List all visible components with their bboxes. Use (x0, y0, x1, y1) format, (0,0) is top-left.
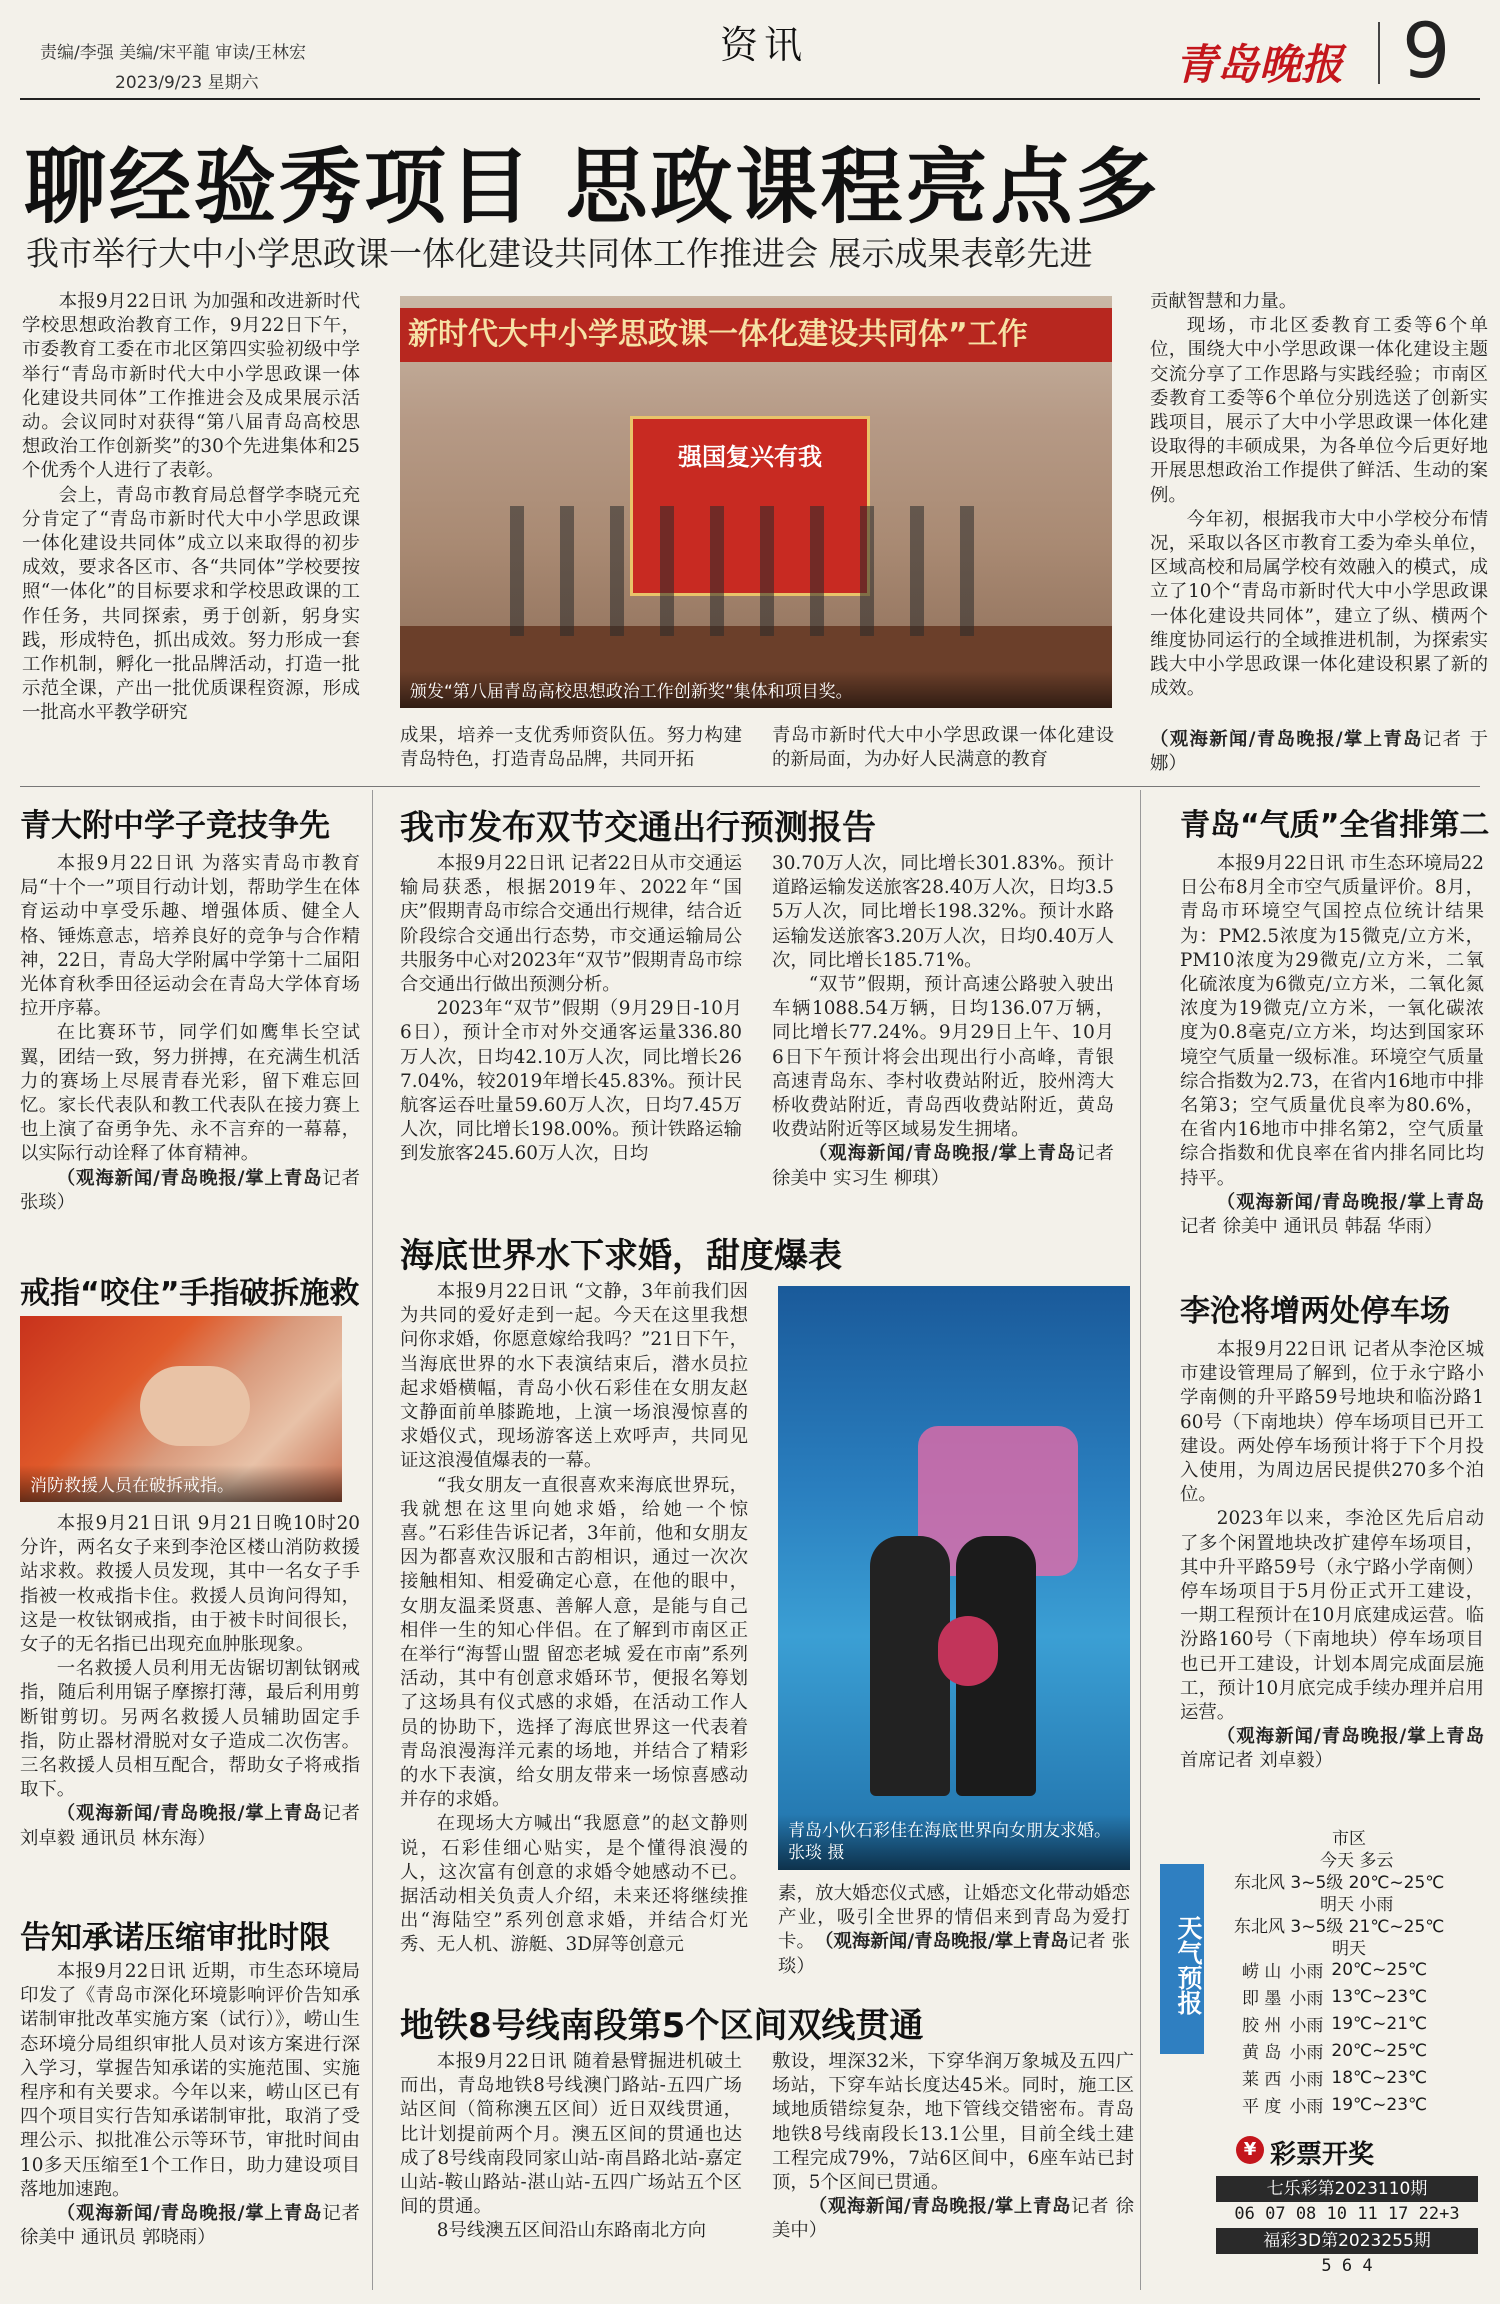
lottery-qlc-numbers: 06 07 08 10 11 17 22+3 (1234, 2204, 1460, 2224)
proposal-body: 本报9月22日讯 “文静，3年前我们因为共同的爱好走到一起。今天在这里我想问你求婚，你愿意嫁给我吗？”21日下午，当海底世界的水下表演结束后，潜水员拉起求婚横幅，青岛小伙石彩佳在女朋友赵文静面前单膝跪地，上演一场浪漫惊喜的求婚仪式，现场游客送上欢呼声，共同见证这浪漫值爆表的一幕。 “我女朋友一直很喜欢来海底世界玩，我就想在这里向她求婚，给她一个惊喜。”石彩佳告诉记者，3年前，他和女朋友因为都喜欢汉服和古韵相识，通过一次次接触相知、相爱确定心意，在他的眼中，女朋友温柔贤惠、善解人意，是能与自己相伴一生的知心伴侣。在了解到市南区正在举行“海誓山盟 留恋老城 爱在市南”系列活动，其中有创意求婚环节，便报名筹划了这场具有仪式感的求婚，在活动工作人员的协助下，选择了海底世界这一代表着青岛浪漫海洋元素的场地，并结合了精彩的水下表演，给女朋友带来一场惊喜感动并存的求婚。 在现场大方喊出“我愿意”的赵文静则说，石彩佳细心贴实，是个懂得浪漫的人，这次富有创意的求婚令她感动不已。据活动相关负责人介绍，未来还将继续推出“海陆空”系列创意求婚，并结合灯光秀、无人机、游艇、3D屏等创意元 (400, 1281, 748, 1956)
weather-condition: 小雨 (1289, 2097, 1324, 2117)
ring-body: 本报9月21日讯 9月21日晚10时20分许，两名女子来到李沧区楼山消防救援站求救。救援人员发现，其中一名女子手指被一枚戒指卡住。救援人员询问得知，这是一枚钛钢戒指，由于被卡时间很长，女子的无名指已出现充血肿胀现象。 一名救援人员利用无齿锯切割钛钢戒指，随后利用锯子摩擦打薄，最后利用剪断钳剪切。另两名救援人员辅助固定手指，防止器材滑脱对女子造成二次伤害。三名救援人员相互配合，帮助女子将戒指取下。 （观海新闻/青岛晚报/掌上青岛记者 刘卓毅 通讯员 林东海） (20, 1513, 360, 1849)
weather-row (1238, 1983, 1431, 2010)
weather-temp: 19℃~23℃ (1331, 2094, 1428, 2115)
air-body: 本报9月22日讯 市生态环境局22日公布8月全市空气质量评价。8月，青岛市环境空气国控点位统计结果为：PM2.5浓度为15微克/立方米，PM10浓度为29微克/立方米，二氧化硫浓度为6微克/立方米，二氧化氮浓度为19微克/立方米，一氧化碳浓度为0.8毫克/立方米，均达到国家环境空气质量一级标准。环境空气质量综合指数为2.73，在省内16地市中排名第3；空气质量优良率为80.6%，在省内16地市中排名第2，空气质量综合指数和优良率在省内排名同比均持平。 （观海新闻/青岛晚报/掌上青岛记者 徐美中 通讯员 韩磊 华雨） (1180, 853, 1484, 1238)
weather-tomorrow-detail: 东北风 3~5级 21℃~25℃ (1234, 1917, 1445, 1937)
weather-temp: 18℃~23℃ (1331, 2067, 1428, 2088)
lead-bottom-rule (20, 786, 1480, 787)
weather-today: 今天 多云 (1320, 1851, 1394, 1871)
weather-district: 崂 山 (1242, 1962, 1282, 1982)
lottery-box (1200, 2130, 1486, 2290)
weather-condition: 小雨 (1289, 2070, 1324, 2090)
weather-temp: 20℃~25℃ (1331, 1959, 1428, 1980)
weather-row (1238, 2091, 1431, 2118)
traffic-headline: 我市发布双节交通出行预测报告 (400, 808, 876, 848)
lead-column-1: 本报9月22日讯 为加强和改进新时代学校思想政治教育工作，9月22日下午，市委教育工委在市北区第四实验初级中学举行“青岛市新时代大中小学思政课一体化建设共同体”工作推进会及成果展示活动。会议同时对获得“第八届青岛高校思想政治工作创新奖”的30个先进集体和25个优秀个人进行了表彰。 会上，青岛市教育局总督学李晓元充分肯定了“青岛市新时代大中小学思政课一体化建设共同体”成立以来取得的初步成效，要求各区市、各“共同体”学校要按照“一体化”的目标要求和学校思政课的工作任务，共同探索，勇于创新，躬身实践，形成特色，抓出成效。努力形成一套工作机制，孵化一批品牌活动，打造一批示范全课，产出一批优质课程资源，形成一批高水平教学研究 (22, 291, 360, 724)
lead-column-3: 青岛市新时代大中小学思政课一体化建设的新局面，为办好人民满意的教育 (772, 725, 1114, 771)
lottery-qlc-label: 七乐彩第2023110期 (1216, 2176, 1478, 2202)
weather-temp: 19℃~21℃ (1331, 2013, 1428, 2034)
proposal-photo-caption: 青岛小伙石彩佳在海底世界向女朋友求婚。张琰 摄 (778, 1814, 1130, 1870)
lead-column-2: 成果，培养一支优秀师资队伍。努力构建青岛特色，打造青岛品牌，共同开拓 (400, 725, 742, 771)
weather-district: 胶 州 (1242, 2016, 1282, 2036)
weather-tomorrow: 明天 小雨 (1320, 1895, 1394, 1915)
weather-row (1238, 2010, 1431, 2037)
approval-body: 本报9月22日讯 近期，市生态环境局印发了《青岛市深化环境影响评价告知承诺制审批改革实施方案（试行）》，崂山生态环境分局组织审批人员对该方案进行深入学习，掌握告知承诺的实施范围、实施程序和有关要求。今年以来，崂山区已有四个项目实行告知承诺制审批，取消了受理公示、拟批准公示等环节，审批时间由10多天压缩至1个工作日，助力建设项目落地加速跑。 （观海新闻/青岛晚报/掌上青岛记者 徐美中 通讯员 郭晓雨） (20, 1961, 360, 2249)
lead-subhead: 我市举行大中小学思政课一体化建设共同体工作推进会 展示成果表彰先进 (26, 234, 1093, 273)
masthead-rule (20, 98, 1480, 100)
ring-headline: 戒指“咬住”手指破拆施救 (20, 1276, 360, 1311)
weather-district-table (1238, 1956, 1431, 2118)
masthead (0, 0, 1500, 100)
weather-condition: 小雨 (1289, 1989, 1324, 2009)
metro-column-1: 本报9月22日讯 随着悬臂掘进机破土而出，青岛地铁8号线澳门路站-五四广场站区间（简称澳五区间）近日双线贯通，比计划提前两个月。澳五区间的贯通也达成了8号线南段同家山站-南昌路北站-嘉定山站-鞍山路站-湛山站-五四广场站五个区间的贯通。 8号线澳五区间沿山东路南北方向 (400, 2051, 742, 2242)
lead-credit: （观海新闻/青岛晚报/掌上青岛记者 于娜） (1150, 729, 1488, 775)
weather-today-detail: 东北风 3~5级 20℃~25℃ (1234, 1873, 1445, 1893)
lead-photo (400, 296, 1112, 708)
weather-row (1238, 1956, 1431, 1983)
weather-district: 平 度 (1242, 2097, 1282, 2117)
issue-date: 2023/9/23 星期六 (115, 73, 259, 93)
weather-temp: 13℃~23℃ (1331, 1986, 1428, 2007)
lottery-icon: ¥ (1236, 2136, 1264, 2164)
weather-temp: 20℃~25℃ (1331, 2040, 1428, 2061)
photo-banner: 新时代大中小学思政课一体化建设共同体”工作 (400, 308, 1112, 362)
sports-headline: 青大附中学子竞技争先 (20, 808, 330, 844)
lottery-3d-numbers: 5 6 4 (1321, 2256, 1373, 2276)
weather-condition: 小雨 (1289, 1962, 1324, 1982)
lead-column-4: 贡献智慧和力量。 现场，市北区委教育工委等6个单位，围绕大中小学思政课一体化建设主题交流分享了工作思路与实践经验；市南区委教育工委等6个单位分别选送了创新实践项目，展示了大中小学思政课一体化建设取得的丰硕成果，为各单位今后更好地开展思想政治工作提供了鲜活、生动的案例。 今年初，根据我市大中小学校分布情况，采取以各区市教育工委为牵头单位，区域高校和局属学校有效融入的模式，成立了10个“青岛市新时代大中小学思政课一体化建设共同体”，建立了纵、横两个维度协同运行的全域推进机制，为探索实践大中小学思政课一体化建设积累了新的成效。 (1150, 291, 1488, 700)
paper-logo: 青岛晚报 (1175, 40, 1344, 89)
ring-photo (20, 1316, 342, 1502)
sports-body: 本报9月22日讯 为落实青岛市教育局“十个一”项目行动计划，帮助学生在体育运动中享受乐趣、增强体质、健全人格、锤炼意志，培养良好的竞争与合作精神，22日，青岛大学附属中学第十二届阳光体育秋季田径运动会在青岛大学体育场拉开序幕。 在比赛环节，同学们如鹰隼长空试翼，团结一致，努力拼搏，在充满生机活力的赛场上尽展青春光彩，留下难忘回忆。家长代表队和教工代表队在接力赛上也上演了奋勇争先、永不言弃的一幕幕，以实际行动诠释了体育精神。 （观海新闻/青岛晚报/掌上青岛记者 张琰） (20, 853, 360, 1213)
weather-condition: 小雨 (1289, 2043, 1324, 2063)
weather-district: 黄 岛 (1242, 2043, 1282, 2063)
photo-hands (140, 1366, 250, 1446)
weather-box (1160, 1824, 1486, 2117)
metro-column-2: 敷设，埋深32米，下穿华润万象城及五四广场站，下穿车站长度达45米。同时，施工区域地质错综复杂，地下管线交错密布。青岛地铁8号线南段长13.1公里，目前全线土建工程完成79%，7站6区间中，6座车站已封顶，5个区间已贯通。 （观海新闻/青岛晚报/掌上青岛记者 徐美中） (772, 2051, 1134, 2242)
proposal-tail: 素，放大婚恋仪式感，让婚恋文化带动婚恋产业，吸引全世界的情侣来到青岛为爱打卡。（观海新闻/青岛晚报/掌上青岛记者 张琰） (778, 1883, 1130, 1977)
approval-headline: 告知承诺压缩审批时限 (20, 1920, 330, 1956)
weather-label: 天气预报 (1160, 1864, 1204, 2054)
metro-headline: 地铁8号线南段第5个区间双线贯通 (400, 2006, 924, 2046)
weather-row (1238, 2037, 1431, 2064)
weather-tomorrow-2: 明天 (1332, 1939, 1366, 1959)
photo-people (510, 506, 1010, 636)
lead-headline: 聊经验秀项目 思政课程亮点多 (24, 140, 1161, 235)
weather-condition: 小雨 (1289, 2016, 1324, 2036)
weather-row (1238, 2064, 1431, 2091)
right-column-divider (1140, 790, 1141, 2290)
weather-city-title: 市区 (1332, 1829, 1366, 1849)
photo-couple-man (870, 1536, 950, 1796)
parking-headline: 李沧将增两处停车场 (1180, 1294, 1450, 1329)
ring-photo-caption: 消防救援人员在破拆戒指。 (20, 1465, 342, 1502)
lottery-3d-label: 福彩3D第2023255期 (1216, 2228, 1478, 2254)
air-headline: 青岛“气质”全省排第二 (1180, 808, 1490, 843)
proposal-photo (778, 1286, 1130, 1870)
editors-line: 责编/李强 美编/宋平龍 审读/王林宏 (40, 43, 306, 63)
section-name: 资讯 (720, 23, 809, 67)
photo-bouquet (938, 1616, 998, 1686)
weather-district: 即 墨 (1242, 1989, 1282, 2009)
photo-screen: 强国复兴有我 (630, 416, 870, 596)
traffic-column-1: 本报9月22日讯 记者22日从市交通运输局获悉，根据2019年、2022年“国庆”假期青岛市综合交通出行规律，结合近阶段综合交通出行态势，市交通运输局公共服务中心对2023年“双节”假期青岛市综合交通出行做出预测分析。 2023年“双节”假期（9月29日-10月6日），预计全市对外交通客运量336.80万人次，日均42.10万人次，同比增长267.04%，较2019年增长45.83%。预计民航客运吞吐量59.60万人次，日均7.45万人次，同比增长198.00%。预计铁路运输到发旅客245.60万人次，日均 (400, 853, 742, 1165)
traffic-column-2: 30.70万人次，同比增长301.83%。预计道路运输发送旅客28.40万人次，日均3.55万人次，同比增长198.32%。预计水路运输发送旅客3.20万人次，日均0.40万人次，同比增长185.71%。 “双节”假期，预计高速公路驶入驶出车辆1088.54万辆，日均136.07万辆，同比增长77.24%。9月29日上午、10月6日下午预计将会出现出行小高峰，青银高速青岛东、李村收费站附近，胶州湾大桥收费站附近，青岛西收费站附近，黄岛收费站附近等区域易发生拥堵。 （观海新闻/青岛晚报/掌上青岛记者 徐美中 实习生 柳琪） (772, 853, 1114, 1189)
masthead-divider (1378, 22, 1380, 84)
left-column-divider (372, 790, 373, 2290)
page-number: 9 (1402, 6, 1451, 95)
lead-photo-caption: 颁发“第八届青岛高校思想政治工作创新奖”集体和项目奖。 (400, 671, 1112, 708)
proposal-headline: 海底世界水下求婚，甜度爆表 (400, 1236, 842, 1276)
parking-body: 本报9月22日讯 记者从李沧区城市建设管理局了解到，位于永宁路小学南侧的升平路59号地块和临汾路160号（下南地块）停车场项目已开工建设。两处停车场预计将于下个月投入使用，为周边居民提供270多个泊位。 2023年以来，李沧区先后启动了多个闲置地块改扩建停车场项目，其中升平路59号（永宁路小学南侧）停车场项目于5月份正式开工建设，一期工程预计在10月底建成运营。临汾路160号（下南地块）停车场项目也已开工建设，计划本周完成面层施工，预计10月底完成手续办理并启用运营。 （观海新闻/青岛晚报/掌上青岛首席记者 刘卓毅） (1180, 1339, 1484, 1772)
weather-district: 莱 西 (1242, 2070, 1282, 2090)
lottery-title: 彩票开奖 (1270, 2140, 1375, 2170)
